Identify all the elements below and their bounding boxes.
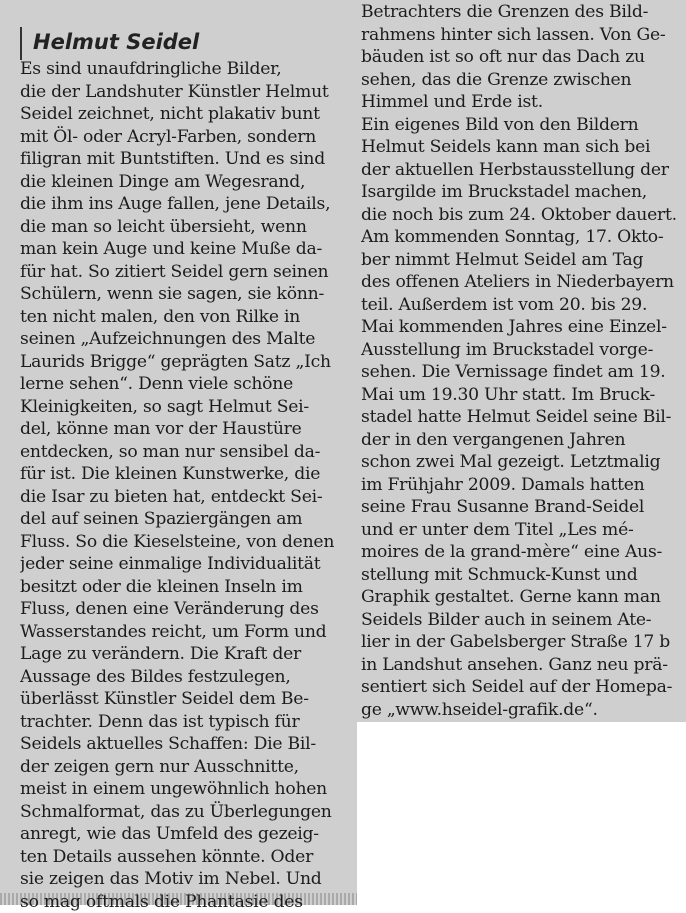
article-text-line: ge „www.hseidel-grafik.de“. <box>361 699 683 722</box>
article-text-line: filigran mit Buntstiften. Und es sind <box>20 148 345 171</box>
article-column-left <box>20 58 345 913</box>
article-text-line: sie zeigen das Motiv im Nebel. Und <box>20 868 345 891</box>
article-text-line: die kleinen Dinge am Wegesrand, <box>20 171 345 194</box>
article-text-line: für hat. So zitiert Seidel gern seinen <box>20 261 345 284</box>
article-text-line: Am kommenden Sonntag, 17. Okto- <box>361 226 683 249</box>
article-text-line: so mag oftmals die Phantasie des <box>20 891 345 913</box>
article-text-line: Isargilde im Bruckstadel machen, <box>361 181 683 204</box>
article-text-line: trachter. Denn das ist typisch für <box>20 711 345 734</box>
article-text-line: del auf seinen Spaziergängen am <box>20 508 345 531</box>
article-text-line: sentiert sich Seidel auf der Homepa- <box>361 676 683 699</box>
article-text-line: Betrachters die Grenzen des Bild- <box>361 1 683 24</box>
headline-rule <box>20 27 22 60</box>
article-text-line: teil. Außerdem ist vom 20. bis 29. <box>361 294 683 317</box>
article-text-line: Laurids Brigge“ geprägten Satz „Ich <box>20 351 345 374</box>
article-text-line: bäuden ist so oft nur das Dach zu <box>361 46 683 69</box>
article-text-line: ber nimmt Helmut Seidel am Tag <box>361 249 683 272</box>
article-text-line: lier in der Gabelsberger Straße 17 b <box>361 631 683 654</box>
article-text-line: Seidels Bilder auch in seinem Ate- <box>361 609 683 632</box>
article-text-line: jeder seine einmalige Individualität <box>20 553 345 576</box>
article-text-line: moires de la grand-mère“ eine Aus- <box>361 541 683 564</box>
article-text-line: Wasserstandes reicht, um Form und <box>20 621 345 644</box>
article-text-line: Seidel zeichnet, nicht plakativ bunt <box>20 103 345 126</box>
article-text-line: die Isar zu bieten hat, entdeckt Sei- <box>20 486 345 509</box>
article-text-line: lerne sehen“. Denn viele schöne <box>20 373 345 396</box>
article-text-line: Fluss, denen eine Veränderung des <box>20 598 345 621</box>
article-text-line: besitzt oder die kleinen Inseln im <box>20 576 345 599</box>
article-text-line: anregt, wie das Umfeld des gezeig- <box>20 823 345 846</box>
article-text-line: schon zwei Mal gezeigt. Letztmalig <box>361 451 683 474</box>
article-text-line: Aussage des Bildes festzulegen, <box>20 666 345 689</box>
article-text-line: del, könne man vor der Haustüre <box>20 418 345 441</box>
article-headline: Helmut Seidel <box>33 30 199 54</box>
article-text-line: der aktuellen Herbstausstellung der <box>361 159 683 182</box>
article-text-line: Es sind unaufdringliche Bilder, <box>20 58 345 81</box>
article-text-line: seinen „Aufzeichnungen des Malte <box>20 328 345 351</box>
article-text-line: die der Landshuter Künstler Helmut <box>20 81 345 104</box>
article-text-line: Schmalformat, das zu Überlegungen <box>20 801 345 824</box>
article-text-line: Helmut Seidels kann man sich bei <box>361 136 683 159</box>
article-text-line: entdecken, so man nur sensibel da- <box>20 441 345 464</box>
article-text-line: meist in einem ungewöhnlich hohen <box>20 778 345 801</box>
article-text-line: ten nicht malen, den von Rilke in <box>20 306 345 329</box>
article-text-line: stadel hatte Helmut Seidel seine Bil- <box>361 406 683 429</box>
article-text-line: in Landshut ansehen. Ganz neu prä- <box>361 654 683 677</box>
article-text-line: Schülern, wenn sie sagen, sie könn- <box>20 283 345 306</box>
article-text-line: der in den vergangenen Jahren <box>361 429 683 452</box>
article-text-line: sehen. Die Vernissage findet am 19. <box>361 361 683 384</box>
article-text-line: des offenen Ateliers in Niederbayern <box>361 271 683 294</box>
article-text-line: für ist. Die kleinen Kunstwerke, die <box>20 463 345 486</box>
article-text-line: im Frühjahr 2009. Damals hatten <box>361 474 683 497</box>
article-text-line: Ausstellung im Bruckstadel vorge- <box>361 339 683 362</box>
article-text-line: rahmens hinter sich lassen. Von Ge- <box>361 24 683 47</box>
article-text-line: und er unter dem Titel „Les mé- <box>361 519 683 542</box>
article-text-line: sehen, das die Grenze zwischen <box>361 69 683 92</box>
article-text-line: die man so leicht übersieht, wenn <box>20 216 345 239</box>
article-text-line: Lage zu verändern. Die Kraft der <box>20 643 345 666</box>
article-text-line: Himmel und Erde ist. <box>361 91 683 114</box>
article-text-line: mit Öl- oder Acryl-Farben, sondern <box>20 126 345 149</box>
article-text-line: Kleinigkeiten, so sagt Helmut Sei- <box>20 396 345 419</box>
article-text-line: Graphik gestaltet. Gerne kann man <box>361 586 683 609</box>
article-text-line: ten Details aussehen könnte. Oder <box>20 846 345 869</box>
article-text-line: die noch bis zum 24. Oktober dauert. <box>361 204 683 227</box>
article-text-line: die ihm ins Auge fallen, jene Details, <box>20 193 345 216</box>
article-text-line: man kein Auge und keine Muße da- <box>20 238 345 261</box>
article-text-line: seine Frau Susanne Brand-Seidel <box>361 496 683 519</box>
article-text-line: stellung mit Schmuck-Kunst und <box>361 564 683 587</box>
article-text-line: Fluss. So die Kieselsteine, von denen <box>20 531 345 554</box>
article-text-line: Mai um 19.30 Uhr statt. Im Bruck- <box>361 384 683 407</box>
article-text-line: der zeigen gern nur Ausschnitte, <box>20 756 345 779</box>
article-text-line: überlässt Künstler Seidel dem Be- <box>20 688 345 711</box>
article-text-line: Ein eigenes Bild von den Bildern <box>361 114 683 137</box>
article-column-right <box>361 1 683 721</box>
article-text-line: Mai kommenden Jahres eine Einzel- <box>361 316 683 339</box>
article-text-line: Seidels aktuelles Schaffen: Die Bil- <box>20 733 345 756</box>
